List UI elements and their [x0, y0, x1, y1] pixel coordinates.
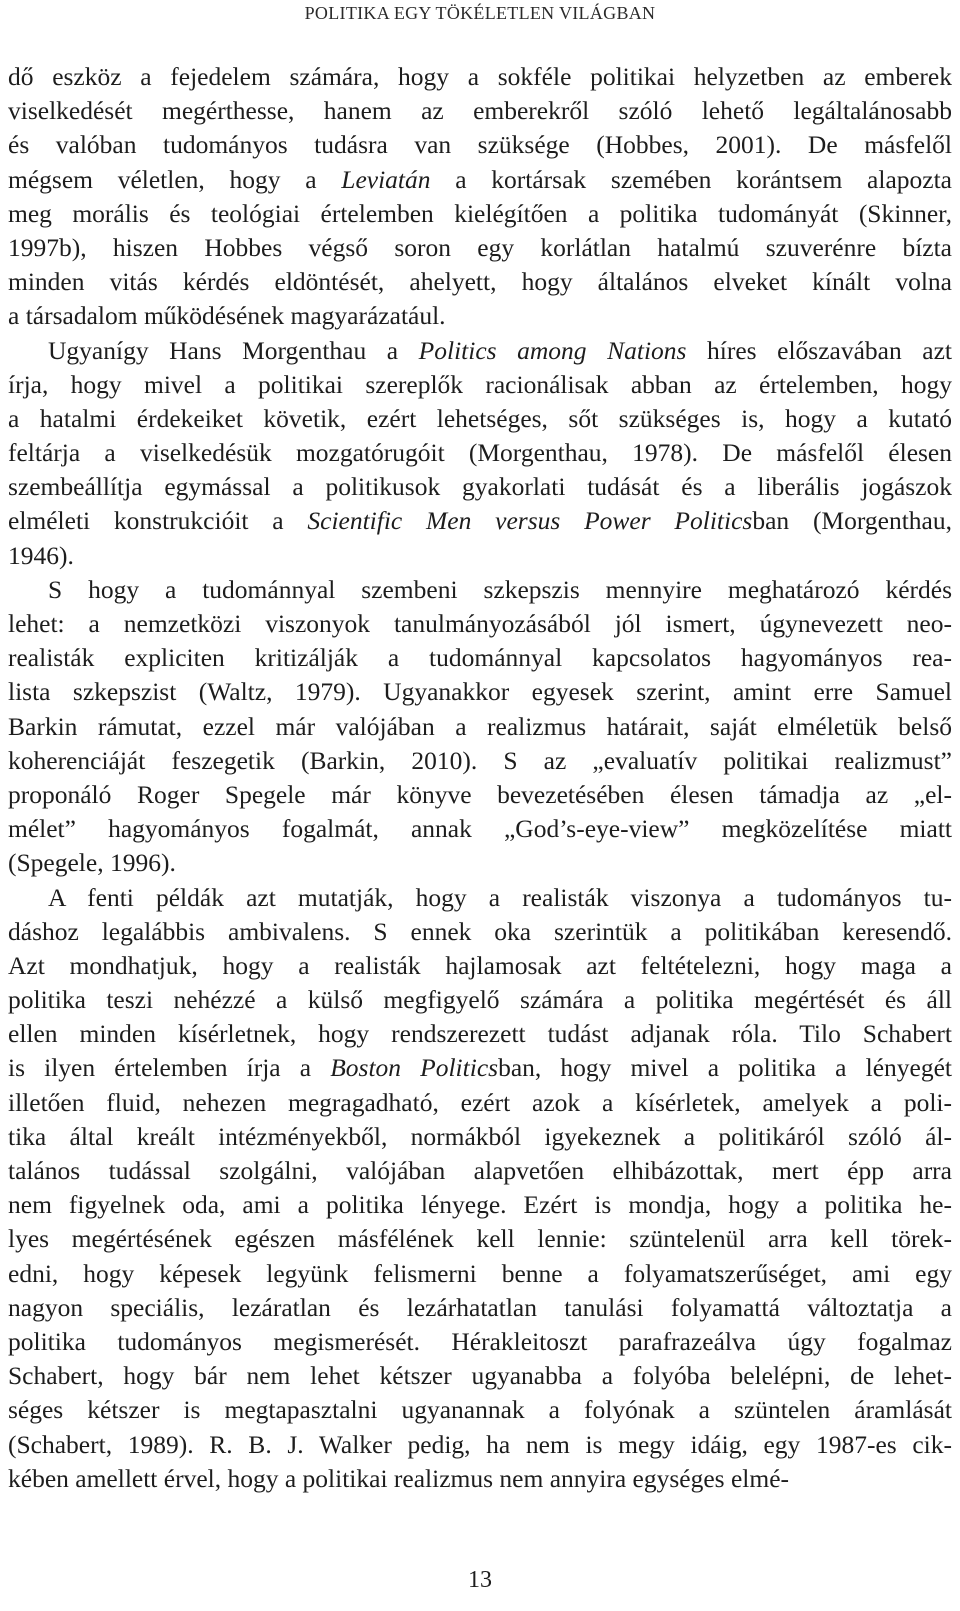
- text-run: kében amellett érvel, hogy a politikai realizmus nem annyira egységes elmé-: [8, 1463, 789, 1493]
- text-run: lista szkepszist (Waltz, 1979). Ugyanakkor egyesek szerint, amint erre Samuel: [8, 677, 952, 707]
- text-run: koherenciáját feszegetik (Barkin, 2010). S az „evaluatív politikai realizmust”: [8, 745, 952, 775]
- text-run: elméleti konstrukcióit a: [8, 506, 308, 536]
- text-run: edni, hogy képesek legyünk felismerni benne a folyamatszerűséget, ami egy: [8, 1258, 952, 1288]
- text-line: [8, 1325, 952, 1359]
- text-line: [8, 1086, 952, 1120]
- text-line: [8, 983, 952, 1017]
- text-run: talános tudással szolgálni, valójában alapvetően elhibázottak, mert épp arra: [8, 1156, 952, 1185]
- text-line: [8, 1291, 952, 1325]
- text-run: A fenti példák azt mutatják, hogy a realisták viszonya a tudományos tu-: [48, 882, 952, 912]
- text-run: politika teszi nehézzé a külső megfigyelő számára a politika megértését és áll: [8, 985, 952, 1015]
- text-run: S hogy a tudománnyal szembeni szkepszis mennyire meghatározó kérdés: [48, 574, 952, 604]
- text-line: [8, 1154, 952, 1188]
- text-run: ban, hogy mivel a politika a lényegét: [498, 1053, 952, 1083]
- text-run: politika tudományos megismerését. Hérakleitoszt parafrazeálva úgy fogalmaz: [8, 1326, 952, 1356]
- text-line: [8, 744, 952, 778]
- text-line: [8, 299, 952, 333]
- text-line: [8, 60, 952, 94]
- text-run: mélet” hagyományos fogalmát, annak „God’s-eye-view” megközelítése miatt: [8, 814, 952, 844]
- text-line: [8, 1257, 952, 1291]
- text-run: feltárja a viselkedésük mozgatórugóit (Morgenthau, 1978). De másfelől élesen: [8, 438, 952, 468]
- italic-title: Scientific Men versus Power Politics: [307, 506, 753, 536]
- text-run: a kortársak szemében korántsem alapozta: [430, 164, 952, 194]
- running-header: POLITIKA EGY TÖKÉLETLEN VILÁGBAN: [304, 3, 656, 23]
- text-line: [8, 710, 952, 744]
- text-run: Schabert, hogy bár nem lehet kétszer ugyanabba a folyóba belelépni, de lehet-: [8, 1361, 952, 1391]
- text-run: Barkin rámutat, ezzel már valójában a realizmus határait, saját elméletük belső: [8, 711, 952, 741]
- text-line: [8, 1051, 952, 1085]
- text-line: [8, 334, 952, 368]
- text-line: [8, 368, 952, 402]
- text-line: [8, 94, 952, 128]
- text-line: [8, 1462, 952, 1496]
- text-line: [8, 1120, 952, 1154]
- text-line: [8, 1222, 952, 1256]
- text-run: realisták expliciten kritizálják a tudománnyal kapcsolatos hagyományos rea-: [8, 643, 952, 673]
- text-line: [8, 607, 952, 641]
- text-run: lehet: a nemzetközi viszonyok tanulmányozásából jól ismert, úgynevezett neo-: [8, 609, 952, 638]
- text-run: 1997b), hiszen Hobbes végső soron egy korlátlan hatalmú szuverénre bízta: [8, 232, 952, 262]
- text-run: dáshoz legalábbis ambivalens. S ennek oka szerintük a politikában keresendő.: [8, 916, 952, 946]
- text-run: írja, hogy mivel a politikai szereplők racionálisak abban az értelemben, hogy: [8, 369, 952, 399]
- text-line: [8, 1393, 952, 1427]
- text-run: mégsem véletlen, hogy a: [8, 164, 342, 194]
- text-run: nagyon speciális, lezáratlan és lezárhatatlan tanulási folyamattá változtatja a: [8, 1292, 952, 1322]
- text-line: [8, 539, 952, 573]
- text-run: lyes megértésének egészen másfélének kell lennie: szüntelenül arra kell törek-: [8, 1224, 952, 1254]
- text-line: [8, 504, 952, 538]
- text-line: [8, 881, 952, 915]
- text-run: Ugyanígy Hans Morgenthau a: [48, 335, 419, 365]
- text-run: ellen minden kísérletnek, hogy rendszerezett tudást adjanak róla. Tilo Schabert: [8, 1019, 952, 1049]
- text-run: dő eszköz a fejedelem számára, hogy a sokféle politikai helyzetben az emberek: [8, 62, 952, 91]
- text-line: [8, 949, 952, 983]
- text-run: tika által kreált intézményekből, normákból igyekeznek a politikáról szóló ál-: [8, 1121, 952, 1151]
- text-line: [8, 128, 952, 162]
- text-line: [8, 1428, 952, 1462]
- italic-title: Politics among Nations: [418, 335, 687, 365]
- text-run: meg morális és teológiai értelemben kielégítően a politika tudományát (Skinner,: [8, 198, 952, 228]
- text-line: [8, 778, 952, 812]
- text-line: [8, 915, 952, 949]
- text-run: nem figyelnek oda, ami a politika lényege. Ezért is mondja, hogy a politika he-: [8, 1190, 952, 1220]
- text-run: és valóban tudományos tudásra van szüksége (Hobbes, 2001). De másfelől: [8, 130, 952, 160]
- text-line: [8, 436, 952, 470]
- text-run: minden vitás kérdés eldöntését, ahelyett, hogy általános elveket kínált volna: [8, 267, 952, 297]
- text-line: [8, 231, 952, 265]
- text-line: [8, 641, 952, 675]
- text-line: [8, 846, 952, 880]
- text-run: viselkedését megérthesse, hanem az emberekről szóló lehető legáltalánosabb: [8, 96, 952, 126]
- text-line: [8, 265, 952, 299]
- page-number: 13: [468, 1567, 492, 1593]
- text-run: Azt mondhatjuk, hogy a realisták hajlamosak azt feltételezni, hogy maga a: [8, 950, 952, 980]
- text-line: [8, 1359, 952, 1393]
- text-line: [8, 675, 952, 709]
- italic-title: Leviatán: [341, 164, 431, 194]
- body-text: [8, 60, 952, 1496]
- text-run: híres előszavában azt: [686, 335, 952, 365]
- text-run: (Schabert, 1989). R. B. J. Walker pedig, ha nem is megy idáig, egy 1987-es cik-: [8, 1429, 952, 1459]
- italic-title: Boston Politics: [330, 1053, 499, 1083]
- text-run: a hatalmi érdekeiket követik, ezért lehetséges, sőt szükséges is, hogy a kutató: [8, 403, 952, 433]
- text-line: [8, 1017, 952, 1051]
- text-run: a társadalom működésének magyarázatául.: [8, 301, 446, 331]
- text-run: (Spegele, 1996).: [8, 848, 176, 878]
- text-line: [8, 573, 952, 607]
- text-run: séges kétszer is megtapasztalni ugyanannak a folyónak a szüntelen áramlását: [8, 1395, 952, 1425]
- text-line: [8, 470, 952, 504]
- text-line: [8, 197, 952, 231]
- text-run: proponáló Roger Spegele már könyve bevezetésében élesen támadja az „el-: [8, 779, 952, 809]
- text-line: [8, 163, 952, 197]
- text-line: [8, 812, 952, 846]
- text-line: [8, 1188, 952, 1222]
- text-run: szembeállítja egymással a politikusok gyakorlati tudását és a liberális jogászok: [8, 472, 952, 502]
- text-run: ban (Morgenthau,: [752, 506, 952, 536]
- text-run: is ilyen értelemben írja a: [8, 1053, 331, 1083]
- text-line: [8, 402, 952, 436]
- text-run: illetően fluid, nehezen megragadható, ezért azok a kísérletek, amelyek a poli-: [8, 1087, 952, 1117]
- text-run: 1946).: [8, 540, 74, 570]
